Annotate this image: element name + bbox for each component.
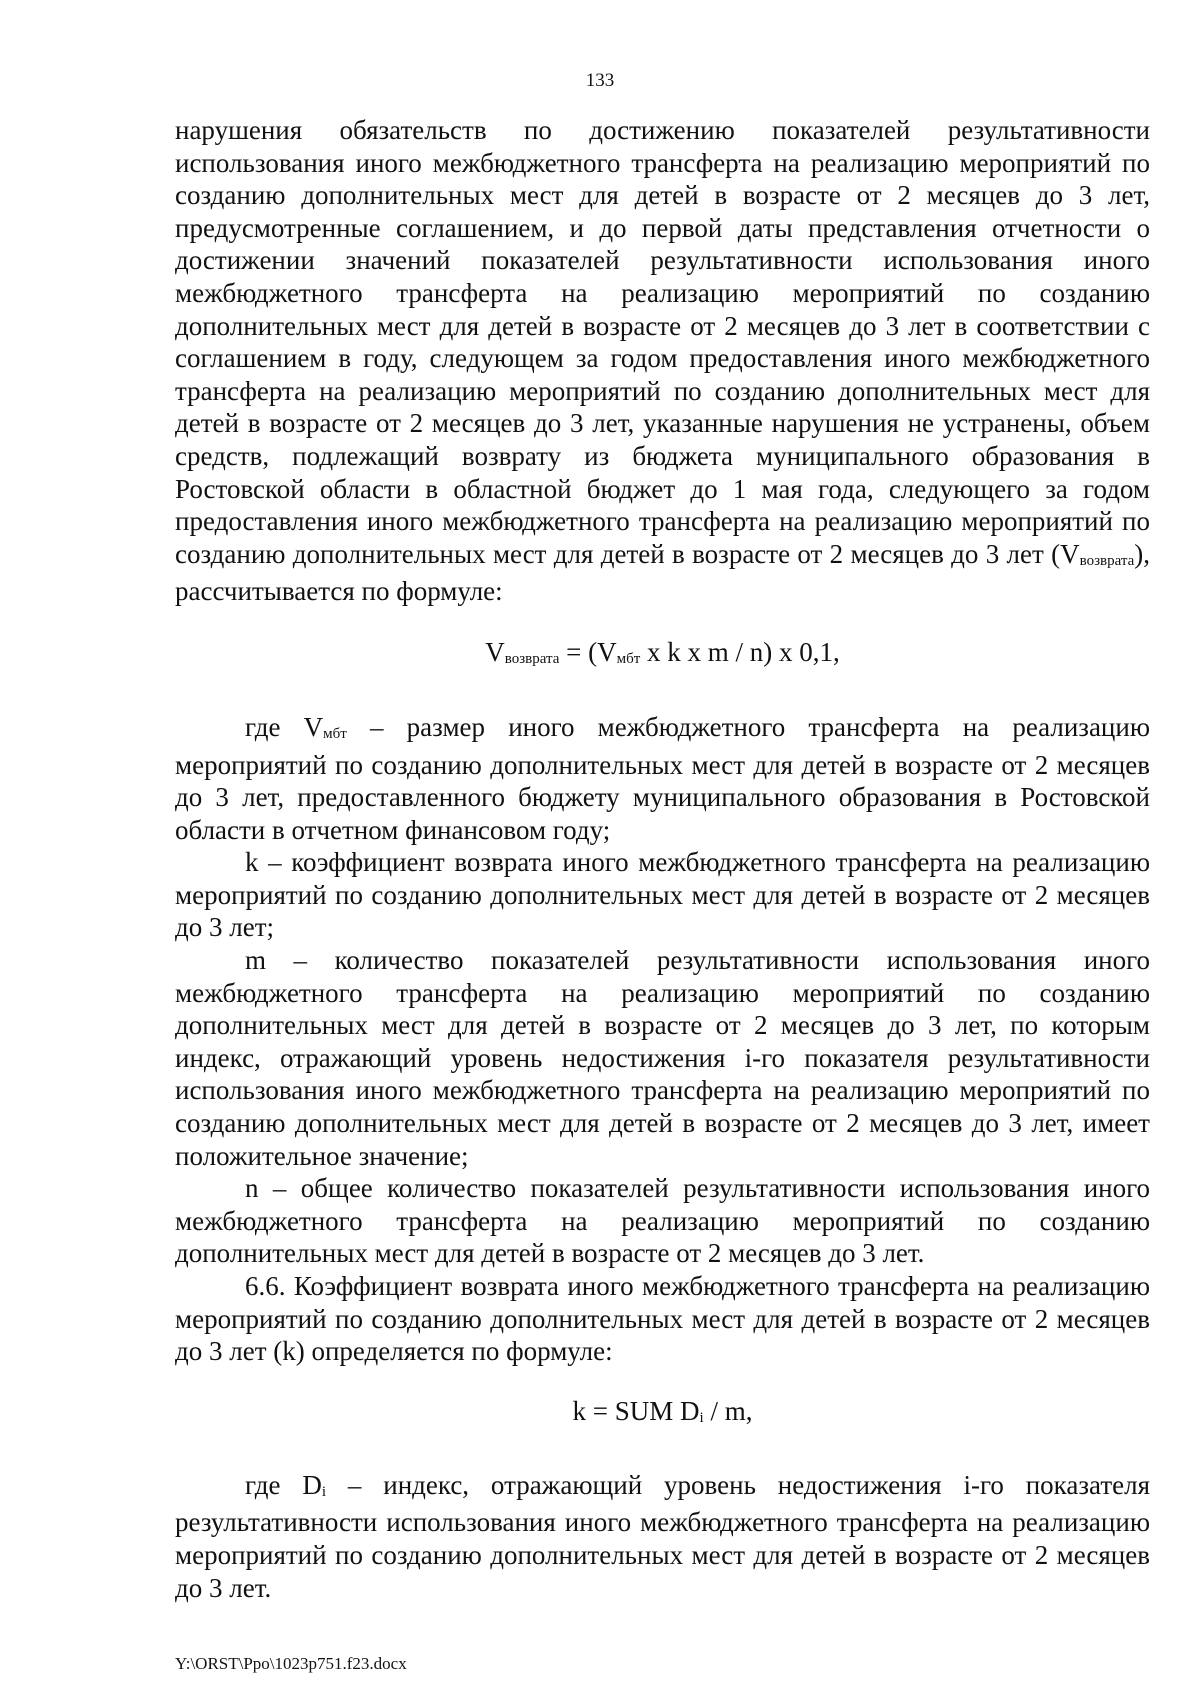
formula-v-vozvrata: Vвозврата = (Vмбт х k х m / n) х 0,1, bbox=[485, 636, 840, 667]
definition-v-mbt: где Vмбт – размер иного межбюджетного трансферта на реализацию мероприятий по созданию дополнительных мест для детей в возрасте от 2 месяцев до 3 лет, предоставленного бюджету муниципального образования в Ростовской области в отчетном финансовом году; bbox=[175, 711, 1151, 845]
file-path-footer: Y:\ORST\Ppo\1023p751.f23.docx bbox=[175, 1654, 407, 1673]
clause-6-6: 6.6. Коэффициент возврата иного межбюджетного трансферта на реализацию мероприятий по созданию дополнительных мест для детей в возрасте от 2 месяцев до 3 лет (k) определяется по формуле: bbox=[175, 1271, 1150, 1367]
definition-m: m – количество показателей результативности использования иного межбюджетного трансферта на реализацию мероприятий по созданию дополнительных мест для детей в возрасте от 2 месяцев до 3 лет, по которым индекс, отражающий уровень недостижения i-го показателя результативности использования иного межбюджетного трансферта на реализацию мероприятий по созданию дополнительных мест для детей в возрасте от 2 месяцев до 3 лет, имеет положительное значение; bbox=[175, 945, 1150, 1171]
paragraph-intro-text: нарушения обязательств по достижению показателей результативности использования иного межбюджетного трансферта на реализацию мероприятий по созданию дополнительных мест для детей в возрасте от 2 месяцев до 3 лет, предусмотренные соглашением, и до первой даты представления отчетности о достижении значений показателей результативности использования иного межбюджетного трансферта на реализацию мероприятий по созданию дополнительных мест для детей в возрасте от 2 месяцев до 3 лет в соответствии с соглашением в году, следующем за годом предоставления иного межбюджетного трансферта на реализацию мероприятий по созданию дополнительных мест для детей в возрасте от 2 месяцев до 3 лет, указанные нарушения не устранены, объем средств, подлежащий возврату из бюджета муниципального образования в Ростовской области в областной бюджет до 1 мая года, следующего за годом предоставления иного межбюджетного трансферта на реализацию мероприятий по созданию дополнительных мест для детей в возрасте от 2 месяцев до 3 лет (V bbox=[175, 115, 1150, 569]
paragraph-intro bbox=[175, 114, 1150, 608]
formula-k: k = SUM Di / m, bbox=[572, 1395, 753, 1426]
definition-d-i: где Di – индекс, отражающий уровень недостижения i-го показателя результативности использования иного межбюджетного трансферта на реализацию мероприятий по созданию дополнительных мест для детей в возрасте от 2 месяцев до 3 лет. bbox=[175, 1469, 1150, 1603]
paragraph-intro-end: ), рассчитывается по формуле: bbox=[175, 538, 1150, 607]
document-body bbox=[175, 114, 1150, 1604]
definition-k: k – коэффициент возврата иного межбюджетного трансферта на реализацию мероприятий по созданию дополнительных мест для детей в возрасте от 2 месяцев до 3 лет; bbox=[175, 847, 1150, 943]
definition-n: n – общее количество показателей результативности использования иного межбюджетного трансферта на реализацию мероприятий по созданию дополнительных мест для детей в возрасте от 2 месяцев до 3 лет. bbox=[175, 1173, 1150, 1269]
subscript-vozvrata: возврата bbox=[1079, 552, 1135, 569]
page-number: 133 bbox=[585, 70, 615, 91]
